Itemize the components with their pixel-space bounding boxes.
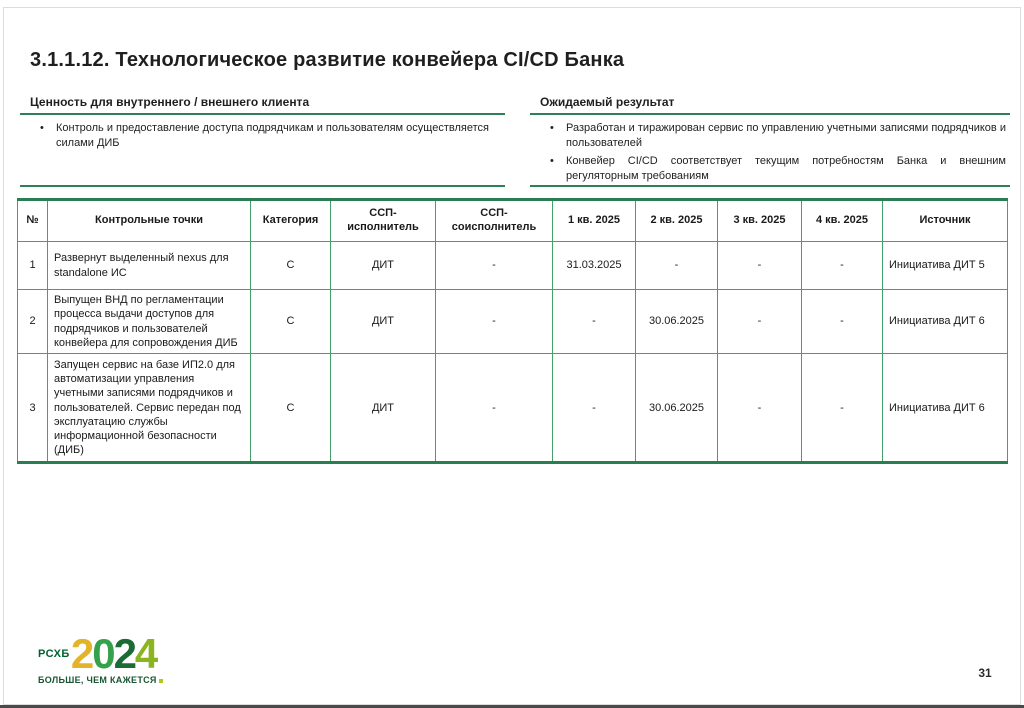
value-bullet: • Контроль и предоставление доступа подрядчикам и пользователям осуществляется силами ДИБ xyxy=(34,121,501,152)
cell-q3: - xyxy=(718,242,802,290)
logo-year-digits xyxy=(70,630,157,677)
cell-source: Инициатива ДИТ 5 xyxy=(883,242,1008,290)
cell-ssp-coexecutor: - xyxy=(436,242,553,290)
logo-tagline-text: БОЛЬШЕ, ЧЕМ КАЖЕТСЯ xyxy=(38,674,157,685)
cell-source: Инициатива ДИТ 6 xyxy=(883,354,1008,463)
cell-category: С xyxy=(251,290,331,354)
cell-ssp-coexecutor: - xyxy=(436,290,553,354)
result-bullet-list xyxy=(544,121,1006,185)
cell-q1: - xyxy=(553,290,636,354)
col-header-category: Категория xyxy=(251,200,331,242)
logo-digit: 0 xyxy=(92,630,114,677)
value-section xyxy=(20,93,505,187)
cell-q1: - xyxy=(553,354,636,463)
cell-q3: - xyxy=(718,290,802,354)
logo-digit: 4 xyxy=(134,630,157,677)
cell-ssp-executor: ДИТ xyxy=(331,354,436,463)
value-section-title: Ценность для внутреннего / внешнего клиента xyxy=(20,93,505,115)
cell-ssp-executor: ДИТ xyxy=(331,290,436,354)
cell-q2: 30.06.2025 xyxy=(636,290,718,354)
table-row xyxy=(18,290,1008,354)
control-points-table xyxy=(17,198,1008,464)
cell-number: 2 xyxy=(18,290,48,354)
page-title: 3.1.1.12. Технологическое развитие конвейера CI/CD Банка xyxy=(30,49,625,72)
col-header-q2-2025: 2 кв. 2025 xyxy=(636,200,718,242)
cell-q2: 30.06.2025 xyxy=(636,354,718,463)
cell-ssp-coexecutor: - xyxy=(436,354,553,463)
cell-category: С xyxy=(251,354,331,463)
cell-number: 1 xyxy=(18,242,48,290)
col-header-ssp-executor: ССП-исполнитель xyxy=(331,200,436,242)
result-section-body xyxy=(530,115,1010,187)
cell-category: С xyxy=(251,242,331,290)
cell-q2: - xyxy=(636,242,718,290)
logo-digit: 2 xyxy=(113,630,135,677)
cell-control-point: Выпущен ВНД по регламентации процесса выдачи доступов для подрядчиков и пользователей конвейера для сопровождения ДИБ xyxy=(48,290,251,354)
result-section xyxy=(530,93,1010,187)
rshb-2024-logo xyxy=(38,630,188,685)
col-header-source: Источник xyxy=(883,200,1008,242)
cell-control-point: Запущен сервис на базе ИП2.0 для автоматизации управления учетными записями подрядчиков и пользователей. Сервис передан под эксплуатацию службы информационной безопасности (ДИБ) xyxy=(48,354,251,463)
logo-brand-text: РСХБ xyxy=(38,648,70,660)
col-header-q4-2025: 4 кв. 2025 xyxy=(802,200,883,242)
table-row xyxy=(18,354,1008,463)
logo-digit: 2 xyxy=(70,630,93,677)
result-bullet: • Разработан и тиражирован сервис по управлению учетными записями подрядчиков и пользователей xyxy=(544,121,1006,152)
cell-q4: - xyxy=(802,354,883,463)
table-header-row xyxy=(18,200,1008,242)
table-row xyxy=(18,242,1008,290)
result-bullet: • Конвейер CI/CD соответствует текущим потребностям Банка и внешним регуляторным требованиям xyxy=(544,154,1006,185)
cell-q4: - xyxy=(802,242,883,290)
cell-q1: 31.03.2025 xyxy=(553,242,636,290)
col-header-number: № xyxy=(18,200,48,242)
col-header-q3-2025: 3 кв. 2025 xyxy=(718,200,802,242)
col-header-control-points: Контрольные точки xyxy=(48,200,251,242)
col-header-q1-2025: 1 кв. 2025 xyxy=(553,200,636,242)
cell-number: 3 xyxy=(18,354,48,463)
cell-ssp-executor: ДИТ xyxy=(331,242,436,290)
cell-q4: - xyxy=(802,290,883,354)
value-bullet-list xyxy=(34,121,501,152)
logo-top-row xyxy=(38,630,188,677)
value-section-body xyxy=(20,115,505,185)
cell-control-point: Развернут выделенный nexus для standalone ИС xyxy=(48,242,251,290)
cell-source: Инициатива ДИТ 6 xyxy=(883,290,1008,354)
logo-tagline xyxy=(38,675,188,685)
page-number: 31 xyxy=(978,666,992,680)
col-header-ssp-coexecutor: ССП-соисполнитель xyxy=(436,200,553,242)
cell-q3: - xyxy=(718,354,802,463)
tagline-square-dot-icon xyxy=(159,679,163,683)
result-section-title: Ожидаемый результат xyxy=(530,93,1010,115)
